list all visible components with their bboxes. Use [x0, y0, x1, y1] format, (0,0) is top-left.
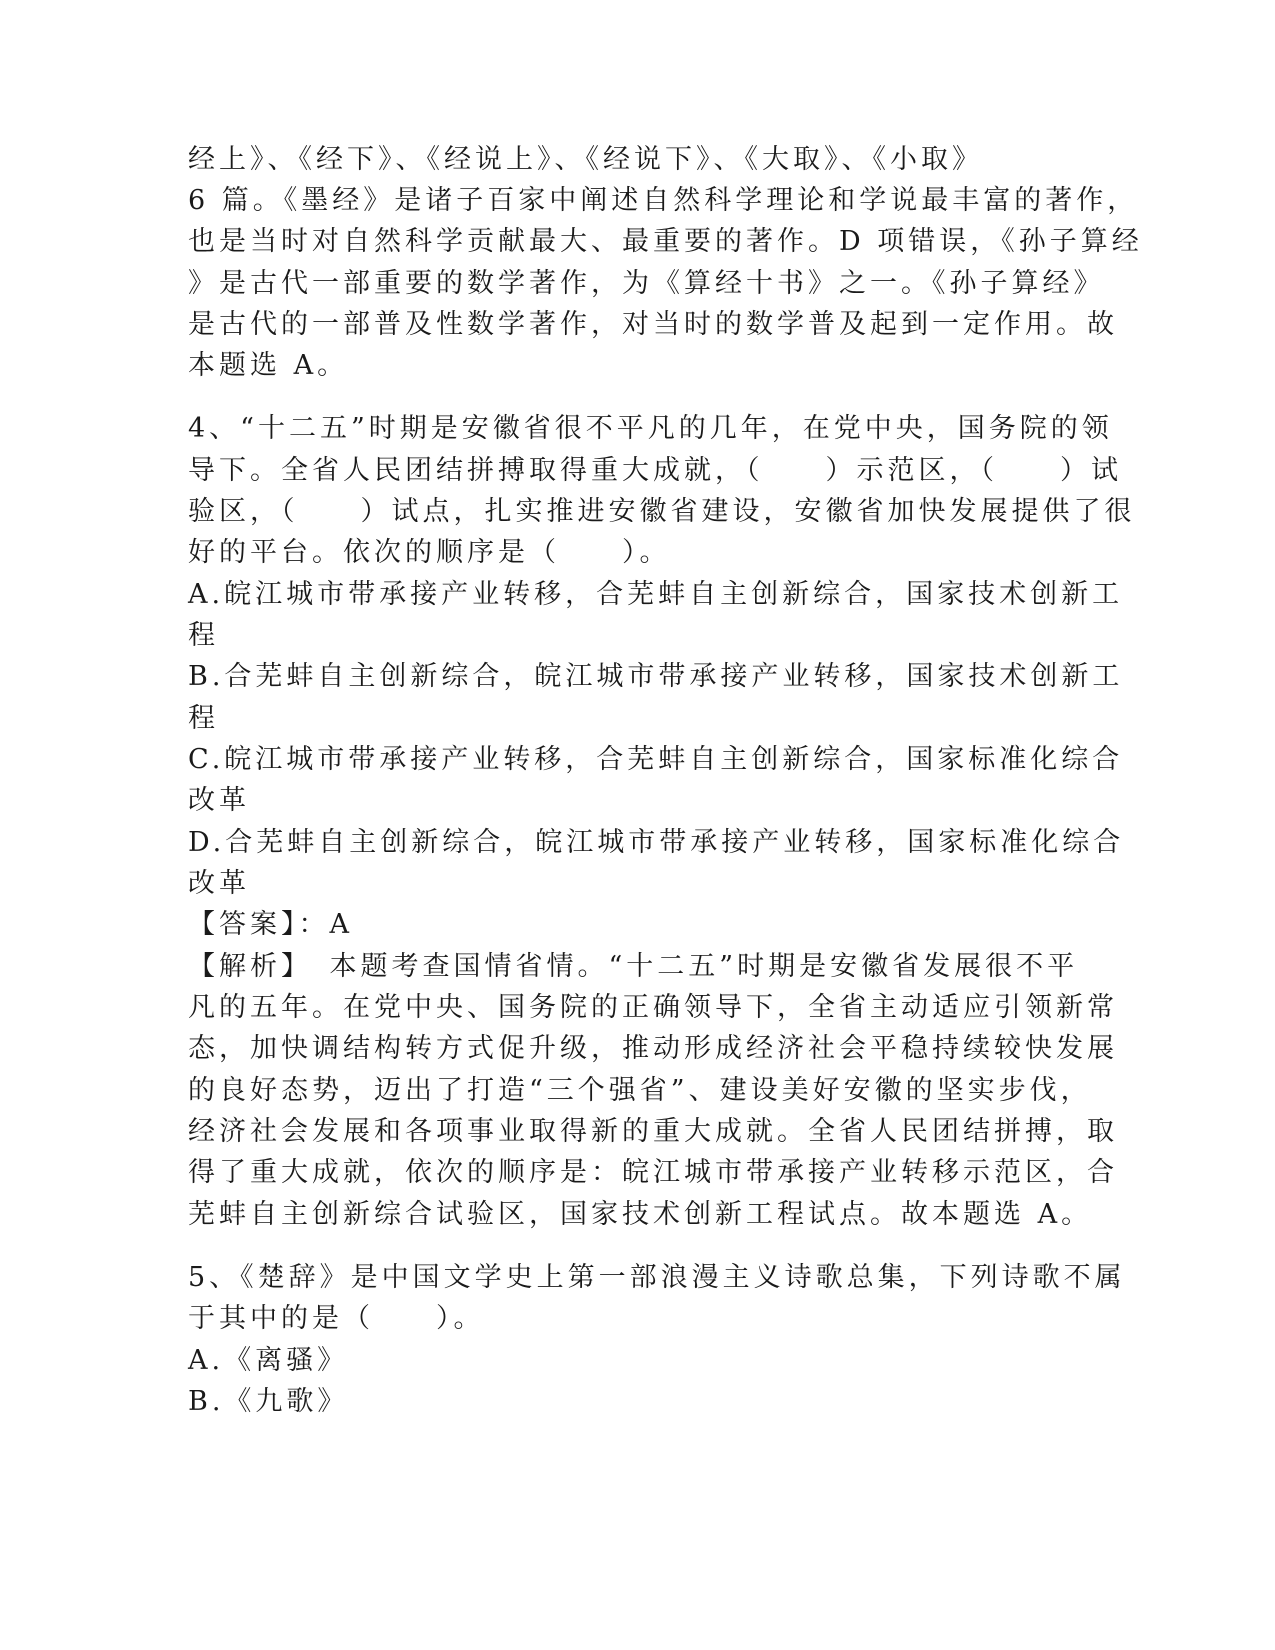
q4-analysis-line: 的良好态势，迈出了打造“三个强省”、建设美好安徽的坚实步伐，: [188, 1075, 1092, 1106]
q3-explanation-line: 也是当时对自然科学贡献最大、最重要的著作。D 项错误，《孙子算经: [188, 226, 1143, 257]
q4-option-b: B.合芜蚌自主创新综合，皖江城市带承接产业转移，国家技术创新工: [188, 661, 1124, 692]
q4-analysis-line: 芜蚌自主创新综合试验区，国家技术创新工程试点。故本题选 A。: [188, 1199, 1093, 1230]
q4-option-a: A.皖江城市带承接产业转移，合芜蚌自主创新综合，国家技术创新工: [188, 579, 1124, 610]
q5-stem-line: 于其中的是（ ）。: [188, 1303, 485, 1334]
q4-stem-line: 验区，（ ）试点，扎实推进安徽省建设，安徽省加快发展提供了很: [188, 496, 1136, 527]
q3-explanation-line: 6 篇。《墨经》是诸子百家中阐述自然科学理论和学说最丰富的著作，: [188, 185, 1139, 216]
q4-analysis-line: 【解析】 本题考查国情省情。“十二五”时期是安徽省发展很不平: [188, 951, 1079, 982]
q4-stem-line: 4、“十二五”时期是安徽省很不平凡的几年，在党中央，国务院的领: [188, 413, 1113, 444]
q3-explanation-line: 是古代的一部普及性数学著作，对当时的数学普及起到一定作用。故: [188, 309, 1118, 340]
q3-explanation-line: 本题选 A。: [188, 350, 349, 381]
q5-stem-line: 5、《楚辞》是中国文学史上第一部浪漫主义诗歌总集，下列诗歌不属: [188, 1262, 1126, 1293]
q4-stem-line: 导下。全省人民团结拼搏取得重大成就，（ ）示范区，（ ）试: [188, 455, 1122, 486]
q4-stem-line: 好的平台。依次的顺序是（ ）。: [188, 537, 671, 568]
q4-analysis-line: 态，加快调结构转方式促升级，推动形成经济社会平稳持续较快发展: [188, 1033, 1118, 1064]
q4-option-c-cont: 改革: [188, 785, 250, 816]
q3-explanation-line: 》是古代一部重要的数学著作，为《算经十书》之一。《孙子算经》: [188, 268, 1105, 299]
q4-analysis-line: 凡的五年。在党中央、国务院的正确领导下，全省主动适应引领新常: [188, 992, 1118, 1023]
q4-option-a-cont: 程: [188, 620, 219, 651]
q4-option-d-cont: 改革: [188, 868, 250, 899]
q3-explanation-line: 经上》、《经下》、《经说上》、《经说下》、《大取》、《小取》: [188, 144, 983, 175]
q4-option-c: C.皖江城市带承接产业转移，合芜蚌自主创新综合，国家标准化综合: [188, 744, 1124, 775]
q4-analysis-line: 得了重大成就，依次的顺序是：皖江城市带承接产业转移示范区，合: [188, 1157, 1118, 1188]
q4-analysis-line: 经济社会发展和各项事业取得新的重大成就。全省人民团结拼搏，取: [188, 1116, 1118, 1147]
q4-answer: 【答案】：A: [188, 909, 353, 940]
q5-option-b: B.《九歌》: [188, 1386, 349, 1417]
q4-option-d: D.合芜蚌自主创新综合，皖江城市带承接产业转移，国家标准化综合: [188, 827, 1125, 858]
q5-option-a: A.《离骚》: [188, 1345, 349, 1376]
q4-option-b-cont: 程: [188, 703, 219, 734]
